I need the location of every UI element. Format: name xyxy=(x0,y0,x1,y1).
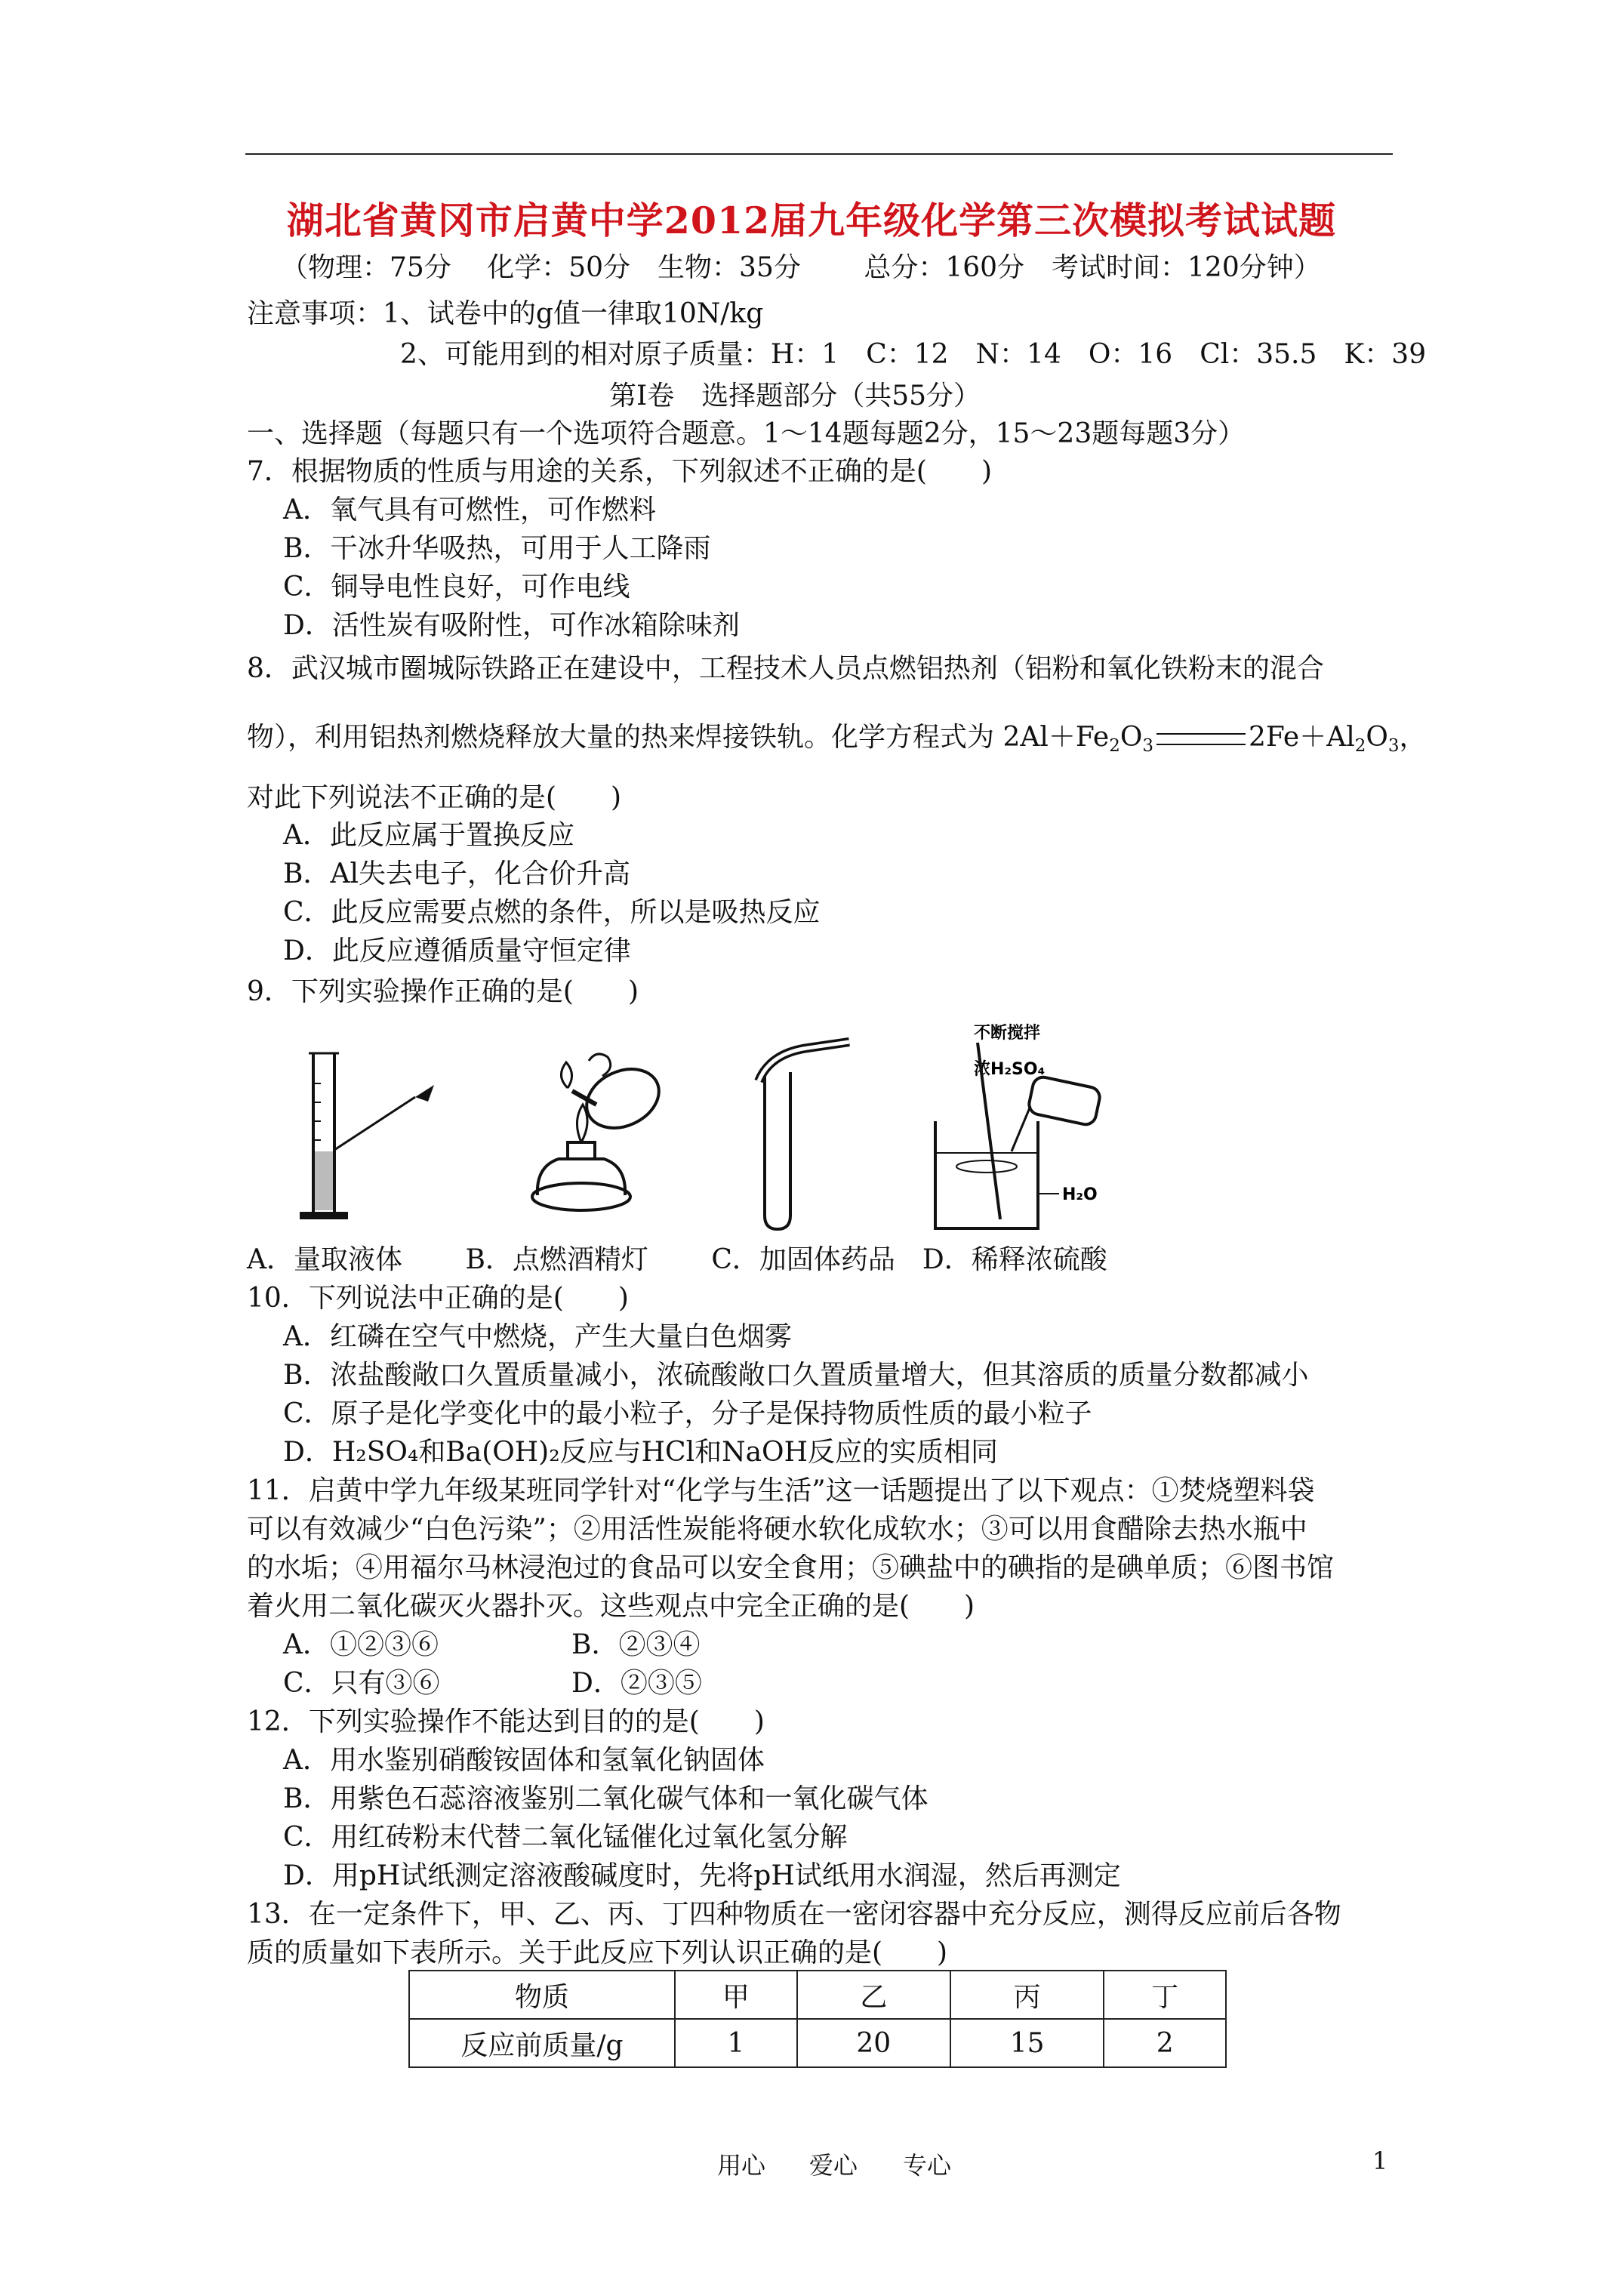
q7-option-b: B．干冰升华吸热，可用于人工降雨 xyxy=(283,533,711,564)
table-header-cell: 乙 xyxy=(797,1971,950,2019)
water-label: H₂O xyxy=(1062,1185,1098,1204)
dilution-figure xyxy=(925,1015,1166,1242)
test-tube-figure xyxy=(736,1027,864,1234)
q11-option-a: A．①②③⑥ xyxy=(283,1629,439,1660)
q13-line-1: 13．在一定条件下，甲、乙、丙、丁四种物质在一密闭容器中充分反应，测得反应前后各物 xyxy=(247,1899,1341,1930)
notes-line-2: 2、可能用到的相对原子质量：H：1 C：12 N：14 O：16 Cl：35.5 K：39 xyxy=(400,339,1427,370)
mass-table xyxy=(408,1970,1227,2068)
q8-line-2: 物），利用铝热剂燃烧释放大量的热来焊接铁轨。化学方程式为 $2Al+Fe_2O_3$ $2Fe+Al_2O_3$， xyxy=(247,722,1427,756)
q12-option-c: C．用红砖粉末代替二氧化锰催化过氧化氢分解 xyxy=(283,1822,848,1853)
footer-motto-3: 专心 xyxy=(903,2151,952,2180)
header-rule xyxy=(245,153,1393,155)
q12-option-b: B．用紫色石蕊溶液鉴别二氧化碳气体和一氧化碳气体 xyxy=(283,1783,929,1814)
q8-equation-lhs: 物），利用铝热剂燃烧释放大量的热来焊接铁轨。化学方程式为 2Al＋Fe xyxy=(247,722,1110,753)
score-info: （物理：75分 化学：50分 生物：35分 总分：160分 考试时间：120分钟） xyxy=(281,252,1321,283)
q11-option-c: C．只有③⑥ xyxy=(283,1668,440,1699)
table-row xyxy=(409,2019,1226,2067)
footer-motto-2: 爱心 xyxy=(809,2151,858,2180)
q10-option-d: D．H₂SO₄和Ba(OH)₂反应与HCl和NaOH反应的实质相同 xyxy=(283,1437,998,1468)
q11-line-4: 着火用二氧化碳灭火器扑灭。这些观点中完全正确的是( ) xyxy=(247,1591,975,1622)
q8-line-1: 8．武汉城市圈城际铁路正在建设中，工程技术人员点燃铝热剂（铝粉和氧化铁粉末的混合 xyxy=(247,653,1324,684)
q11-line-3: 的水垢；④用福尔马林浸泡过的食品可以安全食用；⑤碘盐中的碘指的是碘单质；⑥图书馆 xyxy=(247,1552,1335,1583)
q7-option-a: A．氧气具有可燃性，可作燃料 xyxy=(283,495,656,525)
q12-option-a: A．用水鉴别硝酸铵固体和氢氧化钠固体 xyxy=(283,1745,765,1776)
q8-line-3: 对此下列说法不正确的是( ) xyxy=(247,782,622,813)
table-header-row xyxy=(409,1971,1226,2019)
page-number: 1 xyxy=(1372,2147,1388,2175)
q12-stem: 12．下列实验操作不能达到目的的是( ) xyxy=(247,1706,765,1737)
q7-option-c: C．铜导电性良好，可作电线 xyxy=(283,572,630,603)
q8-equation-arrow xyxy=(1156,733,1246,745)
footer-motto-1: 用心 xyxy=(717,2151,766,2180)
table-cell: 15 xyxy=(950,2019,1104,2067)
q8-option-c: C．此反应需要点燃的条件，所以是吸热反应 xyxy=(283,897,821,928)
notes-line-1: 注意事项：1、试卷中的g值一律取10N/kg xyxy=(247,298,764,329)
table-cell: 2 xyxy=(1104,2019,1226,2067)
q10-option-a: A．红磷在空气中燃烧，产生大量白色烟雾 xyxy=(283,1321,792,1352)
q11-line-1: 11．启黄中学九年级某班同学针对“化学与生活”这一话题提出了以下观点：①焚烧塑料袋 xyxy=(247,1475,1315,1506)
acid-label: 浓H₂SO₄ xyxy=(974,1060,1046,1079)
table-header-cell: 丁 xyxy=(1104,1971,1226,2019)
q8-option-d: D．此反应遵循质量守恒定律 xyxy=(283,935,631,966)
q10-stem: 10．下列说法中正确的是( ) xyxy=(247,1283,629,1314)
q11-option-d: D．②③⑤ xyxy=(571,1668,702,1699)
q8-option-a: A．此反应属于置换反应 xyxy=(283,820,574,851)
table-header-cell: 甲 xyxy=(675,1971,797,2019)
stir-label: 不断搅拌 xyxy=(974,1024,1041,1043)
q11-line-2: 可以有效减少“白色污染”；②用活性炭能将硬水软化成软水；③可以用食醋除去热水瓶中 xyxy=(247,1514,1307,1545)
section-instructions: 一、选择题（每题只有一个选项符合题意。1～14题每题2分，15～23题每题3分） xyxy=(247,418,1246,449)
q13-line-2: 质的质量如下表所示。关于此反应下列认识正确的是( ) xyxy=(247,1937,948,1968)
alcohol-lamp-figure xyxy=(483,1015,672,1234)
q12-option-d: D．用pH试纸测定溶液酸碱度时，先将pH试纸用水润湿，然后再测定 xyxy=(283,1860,1121,1891)
table-cell: 20 xyxy=(797,2019,950,2067)
table-header-cell: 物质 xyxy=(409,1971,675,2019)
q7-option-d: D．活性炭有吸附性，可作冰箱除味剂 xyxy=(283,610,740,641)
q8-option-b: B．Al失去电子，化合价升高 xyxy=(283,858,630,889)
page-title: 湖北省黄冈市启黄中学2012届九年级化学第三次模拟考试试题 xyxy=(286,199,1337,242)
table-cell: 反应前质量/g xyxy=(409,2019,675,2067)
q10-option-b: B．浓盐酸敞口久置质量减小，浓硫酸敞口久置质量增大，但其溶质的质量分数都减小 xyxy=(283,1360,1309,1391)
q8-equation-rhs: 2Fe＋Al xyxy=(1248,722,1355,753)
q7-stem: 7．根据物质的性质与用途的关系，下列叙述不正确的是( ) xyxy=(247,456,992,487)
table-cell: 1 xyxy=(675,2019,797,2067)
part-title: 第Ⅰ卷 选择题部分（共55分） xyxy=(609,381,981,411)
q9-options: A．量取液体 B．点燃酒精灯 C．加固体药品 D．稀释浓硫酸 xyxy=(247,1244,1107,1275)
table-header-cell: 丙 xyxy=(950,1971,1104,2019)
q10-option-c: C．原子是化学变化中的最小粒子，分子是保持物质性质的最小粒子 xyxy=(283,1398,1092,1429)
q9-stem: 9．下列实验操作正确的是( ) xyxy=(247,976,639,1007)
q11-option-b: B．②③④ xyxy=(571,1629,701,1660)
graduated-cylinder-figure xyxy=(283,1031,442,1234)
